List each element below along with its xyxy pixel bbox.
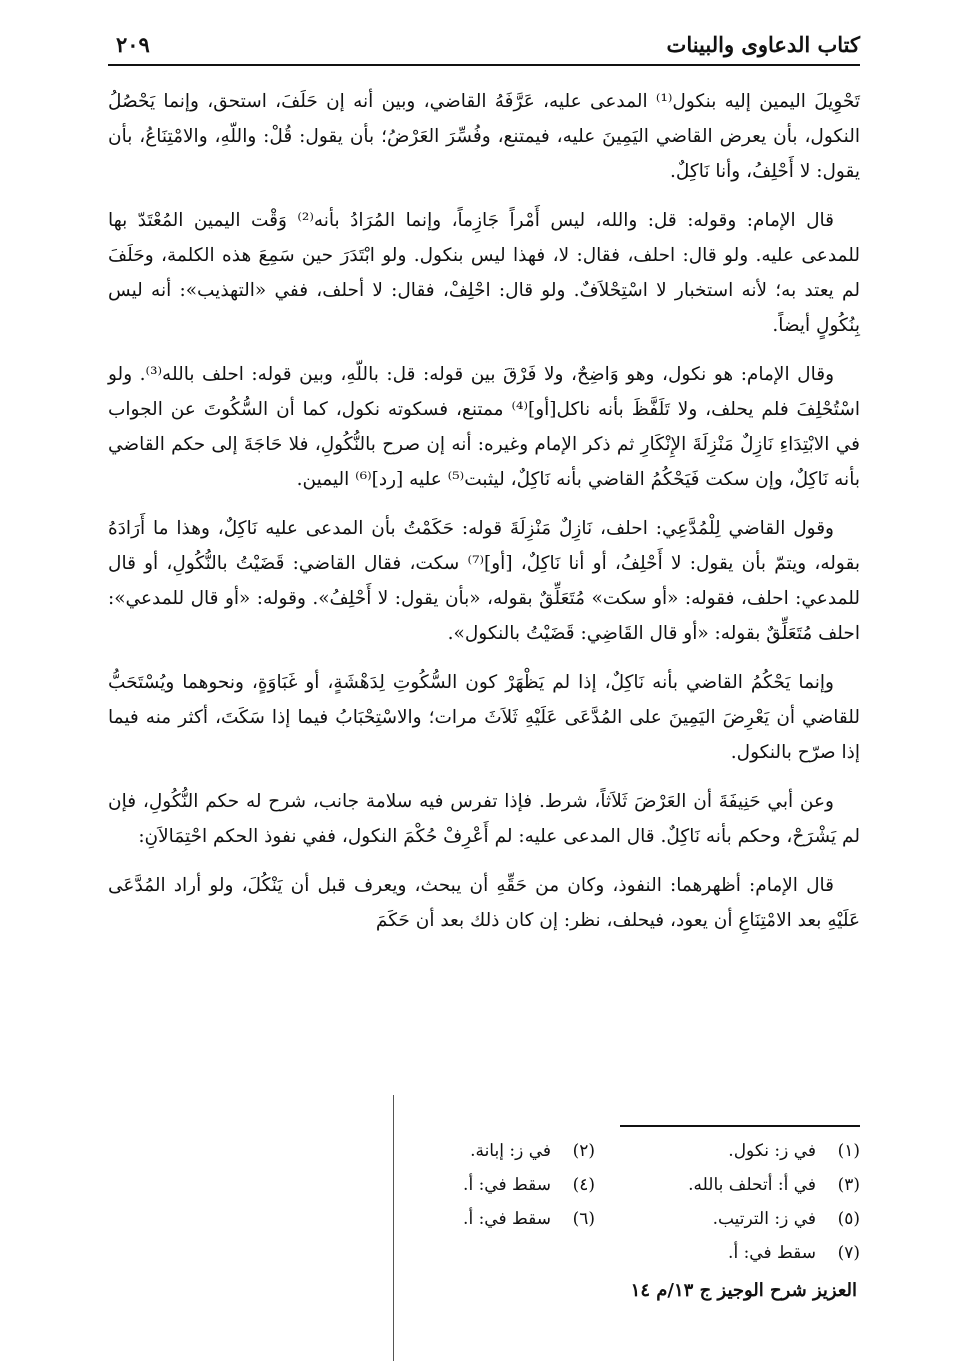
footnote-number: (٧)	[837, 1243, 860, 1263]
footnote-number: (٥)	[837, 1209, 860, 1229]
book-title: كتاب الدعاوى والبينات	[666, 32, 860, 57]
footnote-row	[330, 1168, 860, 1202]
footnote-number: (٦)	[572, 1209, 595, 1229]
footnote-row	[330, 1202, 860, 1236]
footnote-row	[330, 1134, 860, 1168]
footnote	[330, 1134, 595, 1168]
footnote-text: سقط في: أ.	[463, 1209, 551, 1229]
paragraph: تَحْوِيلَ اليمين إليه بنكول⁽¹⁾ المدعى عليه، عَرَّفَهُ القاضي، وبين أنه إن حَلَفَ، استحق، وإنما يَحْصُلُ النكول، بأن يعرض القاضي اليَمِينَ عليه، فيمتنع، وفُسِّرَ العَرْضُ؛ بأن يقول: قُلْ: واللّهِ، والامْتِنَاعُ، بأن يقول: لا أَحْلِفُ، وأنا نَاكِلٌ.	[108, 91, 861, 182]
paragraph: وقول القاضي لِلْمُدَّعِي: احلف، نَازِلٌ مَنْزِلَةَ قوله: حَكَمْتُ بأن المدعى عليه نَاكِلٌ، وهذا ما أَرَادَهُ بقوله، ويتمّ بأن يقول: لا أَحْلِفُ، أو أنا نَاكِلٌ، [أو]⁽⁷⁾ سكت، فقال القاضي: قَضَيْتُ بالنُّكُولِ، أو قال للمدعي: احلف، فقوله: «أو سكت» مُتَعَلِّقٌ بقوله، «بأن يقول: لا أَحْلِفُ». وقوله: «أو قال للمدعي»: احلف مُتَعَلِّقٌ بقوله: «أو قال القَاضِي: قَضَيْتُ بالنكول».	[108, 518, 860, 644]
footnotes	[330, 1134, 860, 1270]
colophon: العزيز شرح الوجيز ج ١٣/م ١٤	[630, 1280, 857, 1301]
footnote	[330, 1202, 595, 1236]
footnote-number: (٤)	[572, 1175, 595, 1195]
running-header	[108, 30, 860, 66]
paragraph: وعن أبي حَنِيفَةَ أن العَرْضَ ثَلاَثاً، شرط. فإذا تفرس فيه سلامة جانب، شرح له حكم النُّكُولِ، فإن لم يَشْرَحْ، وحكم بأنه نَاكِلٌ. قال المدعى عليه: لم أَعْرِفْ حُكْمَ النكول، ففي نفوذ الحكم احْتِمَالاَنِ:	[108, 791, 860, 847]
footnote-text: في ز: نكول.	[728, 1141, 816, 1161]
footnote-text: في أ: أتحلف بالله.	[688, 1175, 816, 1195]
footnote-text: سقط في: أ.	[463, 1175, 551, 1195]
paragraph: قال الإمام: وقوله: قل: والله، ليس أَمْراً جَازِماً، وإنما المُرَادُ بأنه⁽²⁾ وَقْت اليمين المُعْتَدّ بها للمدعى عليه. ولو قال: احلف، فقال: لا، فهذا ليس بنكول. ولو ابْتَدَرَ حين سَمِعَ هذه الكلمة، وحَلَفَ لم يعتد به؛ لأنه استخبار لا اسْتِحْلاَفٌ. ولو قال: احْلِفْ، فقال: لا أحلف، ففي «التهذيب»: أنه ليس بِنُكُولٍ أيضاً.	[108, 210, 860, 336]
footnote-row	[330, 1236, 860, 1270]
footnote	[595, 1134, 860, 1168]
main-text	[108, 84, 860, 952]
paragraph: قال الإمام: أظهرهما: النفوذ، وكان من حَقِّهِ أن يبحث، ويعرف قبل أن يَنْكُلَ، ولو أراد المُدَّعَى عَلَيْهِ بعد الامْتِنَاعِ أن يعود، فيحلف، نظر: إن كان ذلك بعد أن حَكَمَ	[108, 875, 860, 931]
footnote-text: في ز: إبانة.	[470, 1141, 551, 1161]
footnote	[595, 1202, 860, 1236]
footnote-number: (٢)	[572, 1141, 595, 1161]
footnote	[595, 1236, 860, 1270]
footnote	[595, 1168, 860, 1202]
paragraph: وإنما يَحْكُمُ القاضي بأنه نَاكِلٌ، إذا لم يَظْهَرْ كون السُّكُوتِ لِدَهْشَةٍ، أو غَبَاوَةٍ، ونحوهما ويُسْتَحَبُّ للقاضي أن يَعْرِضَ اليَمِينَ على المُدَّعَى عَلَيْهِ ثَلاَثَ مرات؛ والاسْتِحْبَابُ فيما إذا سَكَتَ، أكثر منه فيما إذا صرّح بالنكول.	[108, 672, 860, 763]
footnote	[330, 1168, 595, 1202]
footnote-separator	[620, 1125, 860, 1127]
page-number: ٢٠٩	[116, 32, 150, 57]
footnote-number: (١)	[837, 1141, 860, 1161]
footnote-text: في ز: الترتيب.	[712, 1209, 816, 1229]
footnote-text: سقط في: أ.	[728, 1243, 816, 1263]
paragraph: وقال الإمام: هو نكول، وهو وَاضِحٌ، ولا فَرْقَ بين قوله: قل: باللّهِ، وبين قوله: احلف بالله⁽³⁾. ولو اسْتُحْلِفَ فلم يحلف، ولا تَلَفَّظَ بأنه ناكل[أو]⁽⁴⁾ ممتنع، فسكوته نكول، كما أن السُّكُوتَ عن الجواب في الابْتِدَاءِ نَازِلٌ مَنْزِلَةَ الإِنْكَارِ ثم ذكر الإمام وغيره: أنه إن صرح بالنُّكُولِ، فلا حَاجَةَ إلى حكم القاضي بأنه نَاكِلٌ، وإن سكت فَيَحْكُمُ القاضي بأنه نَاكِلٌ، ليثبت⁽⁵⁾ عليه [رد]⁽⁶⁾ اليمين.	[108, 364, 860, 490]
footnote-number: (٣)	[837, 1175, 860, 1195]
